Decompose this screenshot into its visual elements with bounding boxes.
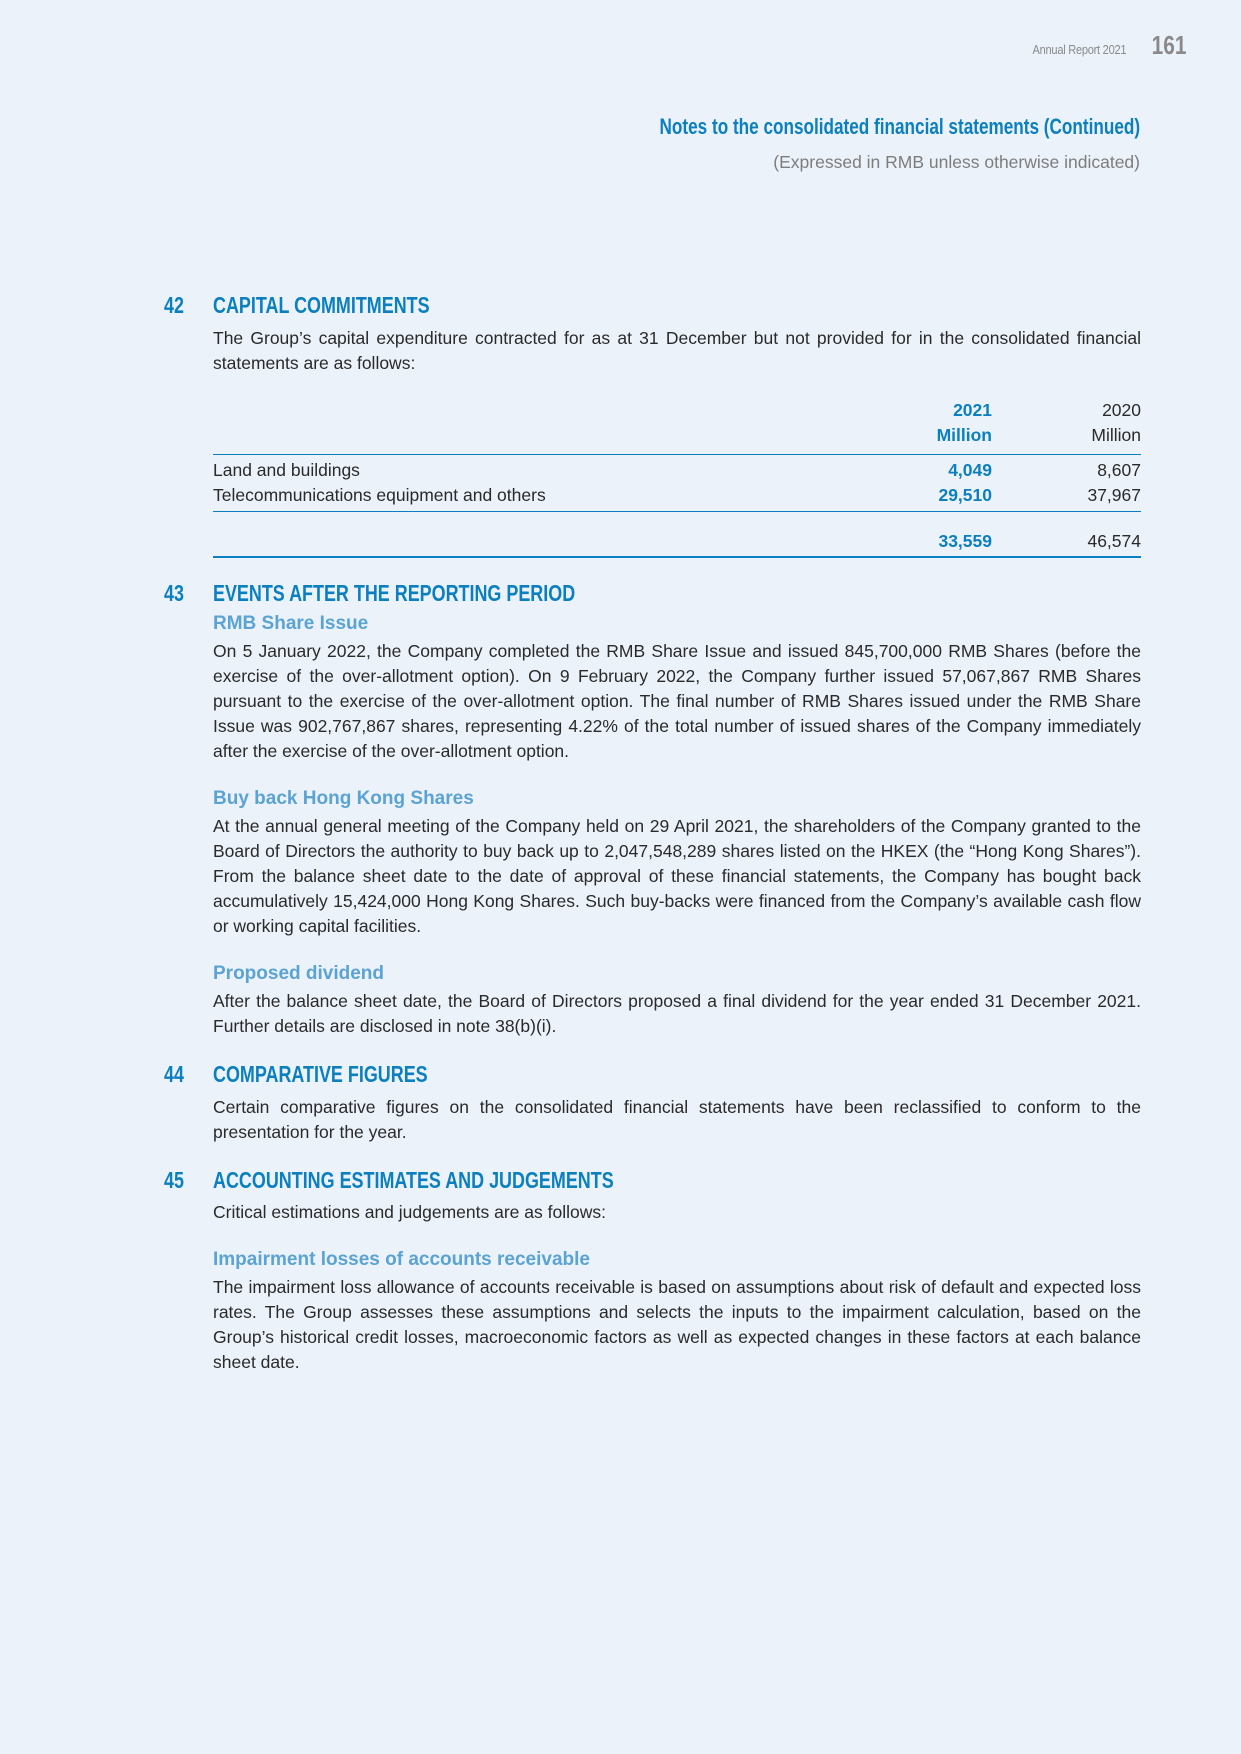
subsection-text: The impairment loss allowance of accounts receivable is based on assumptions about risk of default and expected loss rates. The Group assesses these assumptions and selects the inputs to the impairment calculation, based on the Group’s historical credit losses, macroeconomic factors as well as expected changes in these factors at each balance sheet date. (213, 1277, 1141, 1372)
total-2020: 46,574 (1087, 531, 1141, 551)
section-number: 45 (164, 1167, 184, 1193)
notes-subtitle: (Expressed in RMB unless otherwise indicated) (773, 152, 1140, 172)
table-rule (213, 454, 1141, 455)
subsection-text: After the balance sheet date, the Board of Directors proposed a final dividend for the year ended 31 December 2021. Further details are disclosed in note 38(b)(i). (213, 991, 1141, 1036)
row-value-2020: 37,967 (1087, 485, 1141, 505)
table-rule-total (213, 556, 1141, 558)
section-intro: The Group’s capital expenditure contracted for as at 31 December but not provided for in the consolidated financial statements are as follows: (213, 328, 1141, 373)
table-rule (213, 511, 1141, 512)
section-number: 42 (164, 292, 184, 318)
table-total-row (213, 531, 1141, 556)
section-number: 43 (164, 580, 184, 606)
table-header-year (213, 400, 1141, 425)
col-2021-year: 2021 (953, 400, 992, 420)
subsection-title: Proposed dividend (213, 963, 385, 984)
row-value-2021: 4,049 (948, 460, 992, 480)
section-title: EVENTS AFTER THE REPORTING PERIOD (213, 580, 576, 606)
section-title: COMPARATIVE FIGURES (213, 1061, 428, 1087)
col-2021-unit: Million (936, 425, 992, 445)
row-value-2020: 8,607 (1097, 460, 1141, 480)
section-number: 44 (164, 1061, 184, 1087)
row-label: Land and buildings (213, 460, 360, 480)
subsection-title: RMB Share Issue (213, 613, 369, 634)
row-label: Telecommunications equipment and others (213, 485, 546, 505)
col-2020-year: 2020 (1102, 400, 1141, 420)
table-header-unit (213, 425, 1141, 450)
section-text: Certain comparative figures on the consolidated financial statements have been reclassified to conform to the presentation for the year. (213, 1097, 1141, 1142)
page-header (1016, 30, 1186, 61)
subsection-text: On 5 January 2022, the Company completed the RMB Share Issue and issued 845,700,000 RMB Shares (before the exercise of the over-allotment option). On 9 February 2022, the Company further issued 57,067,867 RMB Shares pursuant to the exercise of the over-allotment option. The final number of RMB Shares issued under the RMB Share Issue was 902,767,867 shares, representing 4.22% of the total number of issued shares of the Company immediately after the exercise of the over-allotment option. (213, 641, 1141, 761)
subsection-text: At the annual general meeting of the Company held on 29 April 2021, the shareholders of the Company granted to the Board of Directors the authority to buy back up to 2,047,548,289 shares listed on the HKEX (the “Hong Kong Shares”). From the balance sheet date to the date of approval of these financial statements, the Company has bought back accumulatively 15,424,000 Hong Kong Shares. Such buy-backs were financed from the Company’s available cash flow or working capital facilities. (213, 816, 1141, 936)
subsection-title: Impairment losses of accounts receivable (213, 1249, 590, 1270)
report-label: Annual Report 2021 (1032, 42, 1127, 57)
section-title: CAPITAL COMMITMENTS (213, 292, 430, 318)
row-value-2021: 29,510 (938, 485, 992, 505)
subsection-title: Buy back Hong Kong Shares (213, 788, 474, 809)
page-number: 161 (1151, 30, 1186, 60)
total-2021: 33,559 (938, 531, 992, 551)
section-title: ACCOUNTING ESTIMATES AND JUDGEMENTS (213, 1167, 614, 1193)
table-row (213, 485, 1141, 510)
table-row (213, 460, 1141, 485)
notes-title: Notes to the consolidated financial statements (Continued) (659, 114, 1140, 139)
col-2020-unit: Million (1091, 425, 1141, 445)
section-intro: Critical estimations and judgements are as follows: (213, 1202, 606, 1222)
